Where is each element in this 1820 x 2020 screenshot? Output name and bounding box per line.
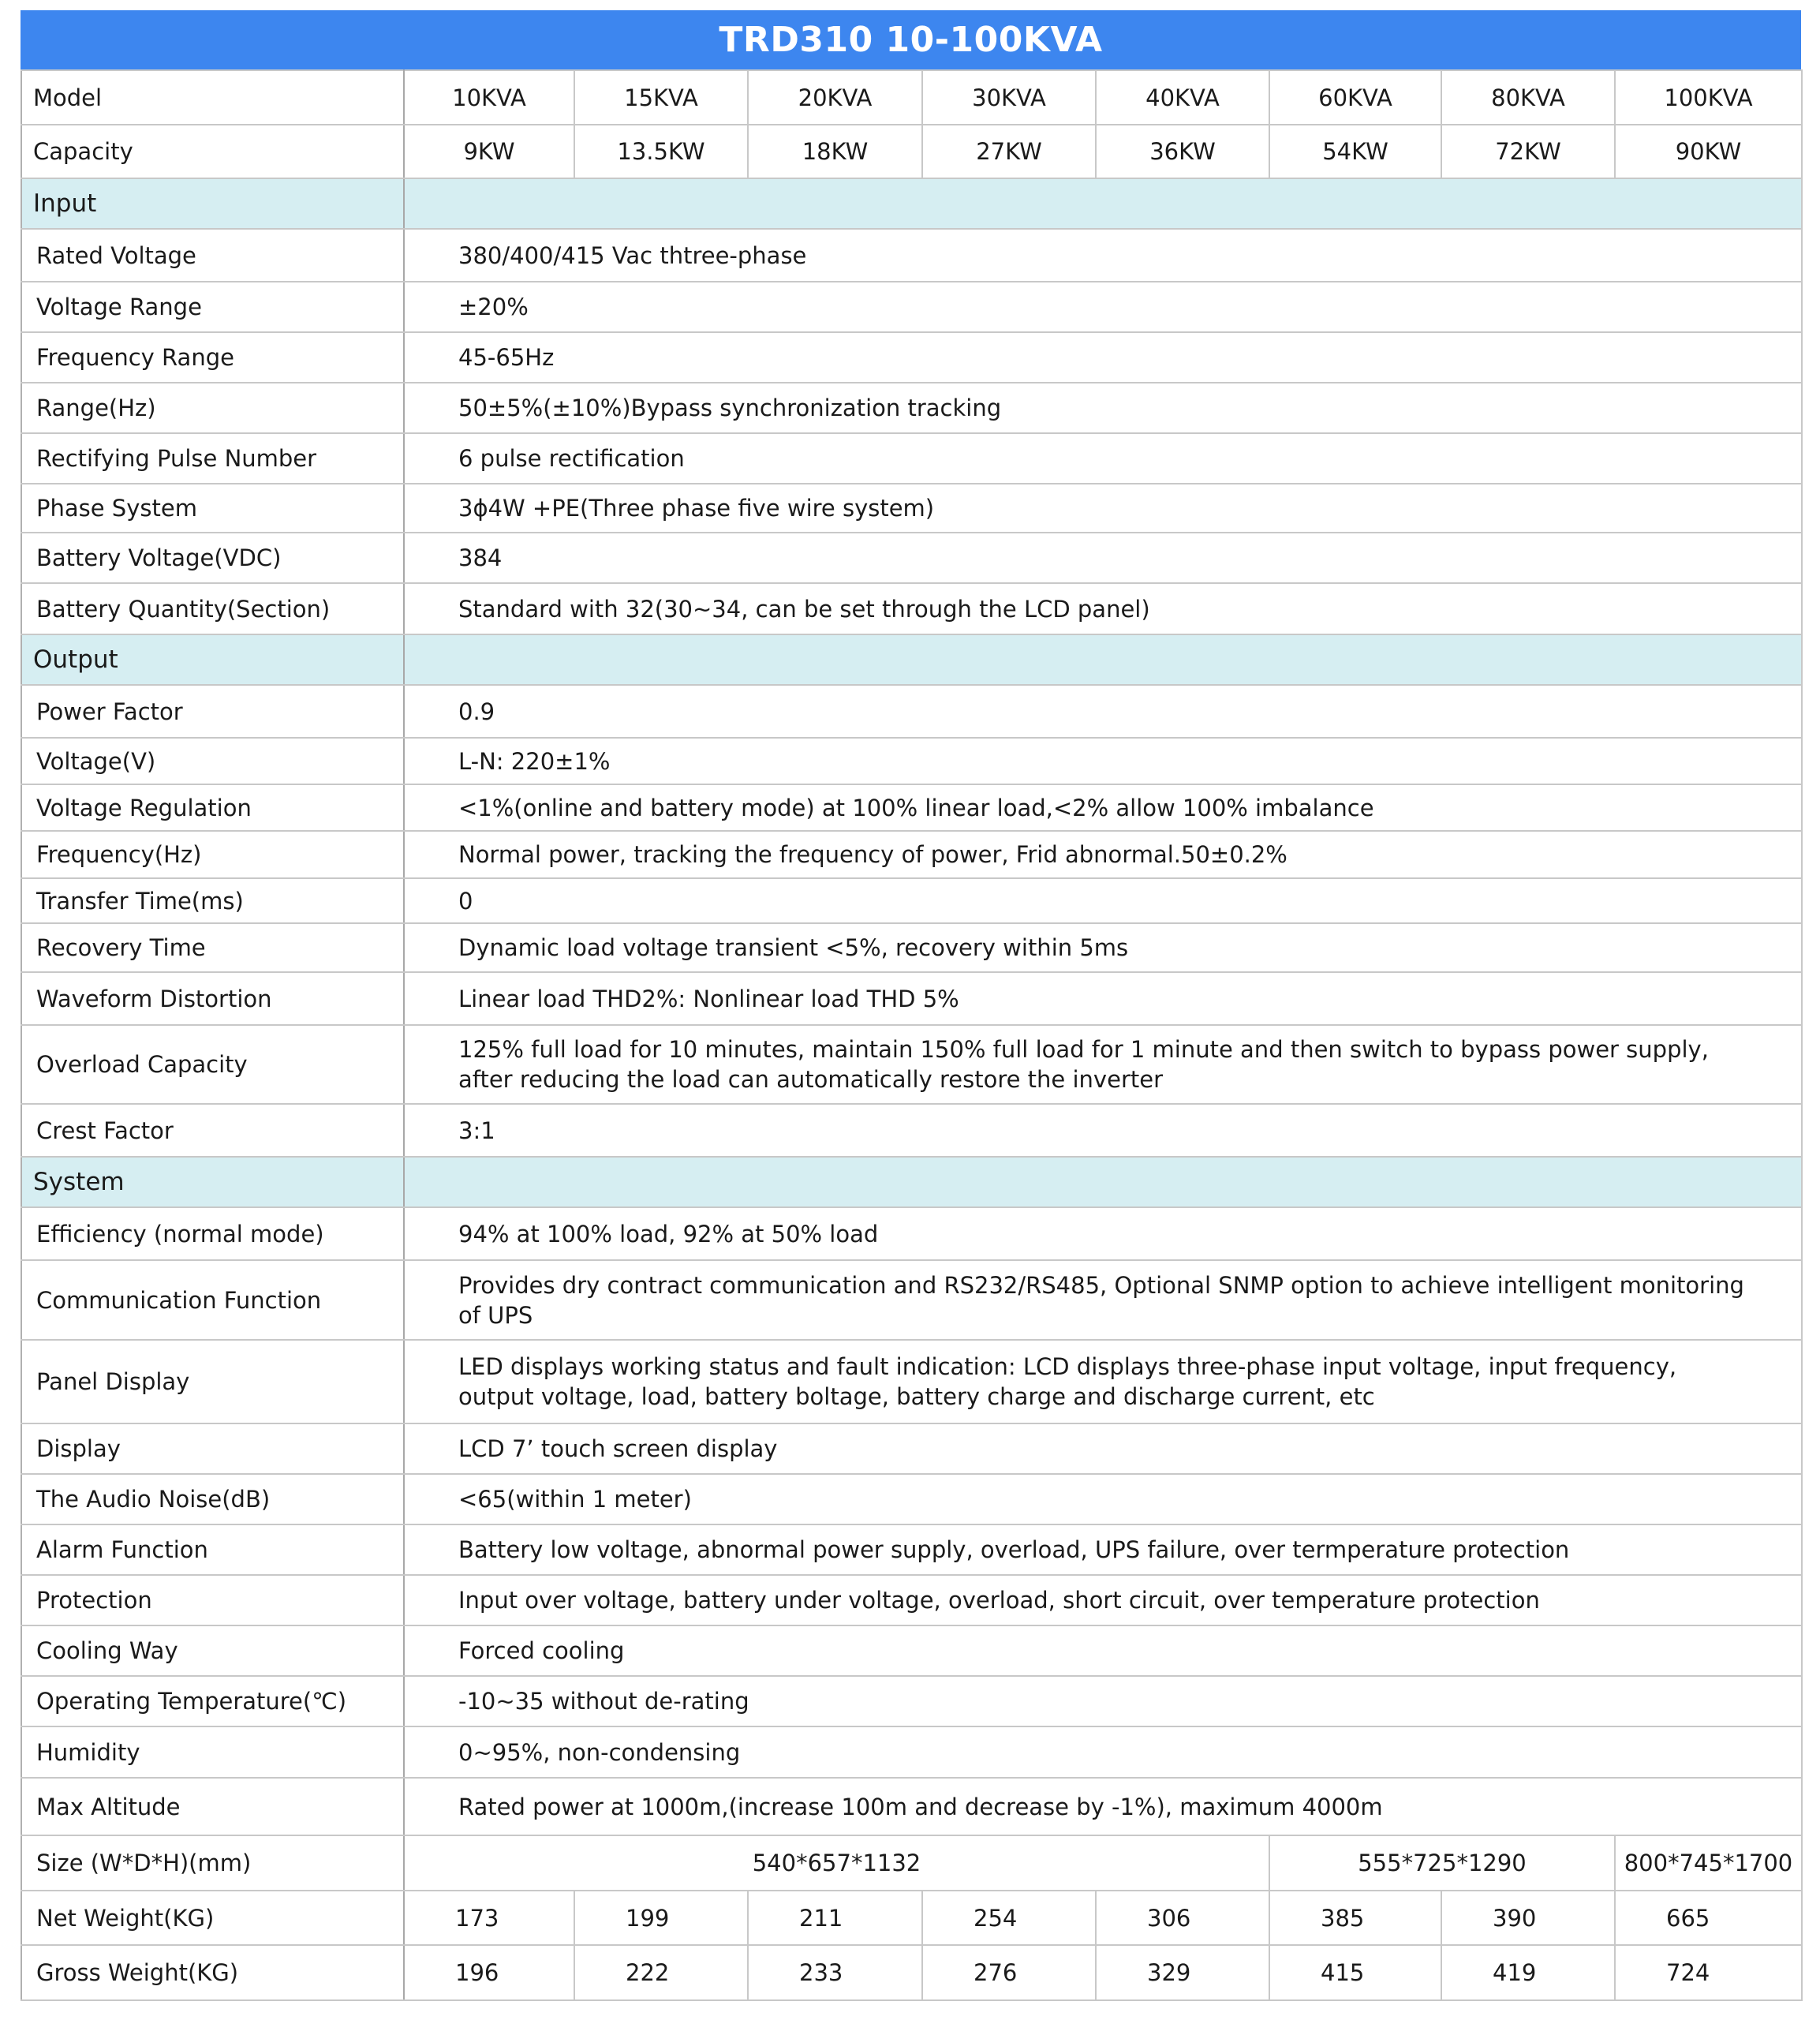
spec-label: Waveform Distortion bbox=[21, 972, 404, 1025]
spec-row bbox=[21, 282, 1802, 332]
spec-row bbox=[21, 1474, 1802, 1524]
spec-value: <1%(online and battery mode) at 100% linear load,<2% allow 100% imbalance bbox=[404, 784, 1802, 831]
spec-value-line: Provides dry contract communication and RS232/RS485, Optional SNMP option to achieve intelligent monitoring bbox=[458, 1271, 1744, 1299]
section-header-input bbox=[21, 178, 1802, 229]
spec-label: Battery Voltage(VDC) bbox=[21, 533, 404, 583]
spec-value: L-N: 220±1% bbox=[404, 738, 1802, 784]
spec-label: Panel Display bbox=[21, 1340, 404, 1423]
spec-row bbox=[21, 878, 1802, 923]
spec-label: Range(Hz) bbox=[21, 383, 404, 433]
size-cell: 800*745*1700 bbox=[1615, 1835, 1802, 1891]
weight-cell: 276 bbox=[922, 1945, 1096, 2000]
weight-cell: 173 bbox=[404, 1891, 574, 1945]
spec-value: 94% at 100% load, 92% at 50% load bbox=[404, 1207, 1802, 1260]
spec-row bbox=[21, 1575, 1802, 1625]
spec-row bbox=[21, 484, 1802, 533]
capacity-cell: 36KW bbox=[1096, 125, 1269, 178]
spec-value-line: after reducing the load can automatically restore the inverter bbox=[458, 1066, 1163, 1093]
spec-label: Rectifying Pulse Number bbox=[21, 433, 404, 484]
spec-value: Rated power at 1000m,(increase 100m and decrease by -1%), maximum 4000m bbox=[404, 1778, 1802, 1835]
spec-row bbox=[21, 433, 1802, 484]
spec-row bbox=[21, 383, 1802, 433]
spec-value-line: LED displays working status and fault indication: LCD displays three-phase input voltage, input frequency, bbox=[458, 1353, 1677, 1380]
weight-cell: 196 bbox=[404, 1945, 574, 2000]
spec-label: Battery Quantity(Section) bbox=[21, 583, 404, 634]
spec-value bbox=[404, 1025, 1802, 1104]
section-fill bbox=[404, 1157, 1802, 1207]
model-cell: 10KVA bbox=[404, 70, 574, 125]
spec-value: -10~35 without de-rating bbox=[404, 1676, 1802, 1726]
spec-label: Power Factor bbox=[21, 685, 404, 738]
capacity-cell: 90KW bbox=[1615, 125, 1802, 178]
weight-cell: 211 bbox=[748, 1891, 922, 1945]
size-cell: 555*725*1290 bbox=[1269, 1835, 1615, 1891]
spec-value: 6 pulse rectification bbox=[404, 433, 1802, 484]
spec-row bbox=[21, 1025, 1802, 1104]
weight-cell: 306 bbox=[1096, 1891, 1269, 1945]
weight-cell: 222 bbox=[574, 1945, 748, 2000]
spec-label: Efficiency (normal mode) bbox=[21, 1207, 404, 1260]
spec-value: Dynamic load voltage transient <5%, recovery within 5ms bbox=[404, 923, 1802, 972]
spec-value: 380/400/415 Vac thtree-phase bbox=[404, 229, 1802, 282]
size-row bbox=[21, 1835, 1802, 1891]
spec-value: ±20% bbox=[404, 282, 1802, 332]
spec-value: 0~95%, non-condensing bbox=[404, 1726, 1802, 1778]
spec-row bbox=[21, 831, 1802, 878]
spec-label: Size (W*D*H)(mm) bbox=[21, 1835, 404, 1891]
spec-row bbox=[21, 1524, 1802, 1575]
spec-value-line: of UPS bbox=[458, 1301, 533, 1329]
spec-value: Normal power, tracking the frequency of power, Frid abnormal.50±0.2% bbox=[404, 831, 1802, 878]
spec-value bbox=[404, 1340, 1802, 1423]
weight-cell: 390 bbox=[1441, 1891, 1615, 1945]
spec-row bbox=[21, 923, 1802, 972]
net-weight-row bbox=[21, 1891, 1802, 1945]
model-cell: 20KVA bbox=[748, 70, 922, 125]
weight-cell: 254 bbox=[922, 1891, 1096, 1945]
spec-label: Humidity bbox=[21, 1726, 404, 1778]
model-cell: 15KVA bbox=[574, 70, 748, 125]
spec-row bbox=[21, 1207, 1802, 1260]
weight-cell: 199 bbox=[574, 1891, 748, 1945]
spec-label: Recovery Time bbox=[21, 923, 404, 972]
spec-label: Phase System bbox=[21, 484, 404, 533]
weight-cell: 419 bbox=[1441, 1945, 1615, 2000]
weight-cell: 724 bbox=[1615, 1945, 1802, 2000]
spec-row bbox=[21, 685, 1802, 738]
capacity-cell: 27KW bbox=[922, 125, 1096, 178]
spec-row bbox=[21, 1676, 1802, 1726]
spec-value: Input over voltage, battery under voltage, overload, short circuit, over temperature protection bbox=[404, 1575, 1802, 1625]
model-label: Model bbox=[21, 70, 404, 125]
gross-weight-row bbox=[21, 1945, 1802, 2000]
section-header-output bbox=[21, 634, 1802, 685]
spec-label: Rated Voltage bbox=[21, 229, 404, 282]
spec-value: 384 bbox=[404, 533, 1802, 583]
weight-cell: 665 bbox=[1615, 1891, 1802, 1945]
spec-label: Overload Capacity bbox=[21, 1025, 404, 1104]
weight-cell: 415 bbox=[1269, 1945, 1441, 2000]
spec-value: LCD 7’ touch screen display bbox=[404, 1423, 1802, 1474]
spec-row bbox=[21, 1778, 1802, 1835]
weight-cell: 385 bbox=[1269, 1891, 1441, 1945]
section-fill bbox=[404, 178, 1802, 229]
model-cell: 60KVA bbox=[1269, 70, 1441, 125]
spec-value: 45-65Hz bbox=[404, 332, 1802, 383]
spec-value: 0.9 bbox=[404, 685, 1802, 738]
spec-label: Max Altitude bbox=[21, 1778, 404, 1835]
spec-label: Protection bbox=[21, 1575, 404, 1625]
spec-row bbox=[21, 738, 1802, 784]
spec-value: 0 bbox=[404, 878, 1802, 923]
spec-value: Linear load THD2%: Nonlinear load THD 5% bbox=[404, 972, 1802, 1025]
spec-row bbox=[21, 332, 1802, 383]
spec-label: Voltage(V) bbox=[21, 738, 404, 784]
table-title: TRD310 10-100KVA bbox=[21, 10, 1801, 69]
spec-value: 3ϕ4W +PE(Three phase five wire system) bbox=[404, 484, 1802, 533]
spec-label: The Audio Noise(dB) bbox=[21, 1474, 404, 1524]
spec-row bbox=[21, 1260, 1802, 1340]
weight-cell: 233 bbox=[748, 1945, 922, 2000]
capacity-cell: 54KW bbox=[1269, 125, 1441, 178]
spec-row bbox=[21, 784, 1802, 831]
spec-value: Battery low voltage, abnormal power supply, overload, UPS failure, over termperature protection bbox=[404, 1524, 1802, 1575]
model-cell: 40KVA bbox=[1096, 70, 1269, 125]
spec-value-line: 125% full load for 10 minutes, maintain 150% full load for 1 minute and then switch to bypass power supply, bbox=[458, 1036, 1709, 1063]
spec-label: Crest Factor bbox=[21, 1104, 404, 1157]
section-title: System bbox=[21, 1157, 404, 1207]
spec-table bbox=[21, 69, 1803, 2001]
spec-value: Standard with 32(30~34, can be set through the LCD panel) bbox=[404, 583, 1802, 634]
spec-label: Gross Weight(KG) bbox=[21, 1945, 404, 2000]
spec-row bbox=[21, 1340, 1802, 1423]
section-title: Input bbox=[21, 178, 404, 229]
spec-label: Voltage Regulation bbox=[21, 784, 404, 831]
spec-label: Frequency(Hz) bbox=[21, 831, 404, 878]
spec-value: Forced cooling bbox=[404, 1625, 1802, 1676]
model-cell: 80KVA bbox=[1441, 70, 1615, 125]
spec-label: Voltage Range bbox=[21, 282, 404, 332]
size-cell: 540*657*1132 bbox=[404, 1835, 1269, 1891]
spec-row bbox=[21, 1104, 1802, 1157]
section-title: Output bbox=[21, 634, 404, 685]
spec-value: 50±5%(±10%)Bypass synchronization tracking bbox=[404, 383, 1802, 433]
spec-label: Frequency Range bbox=[21, 332, 404, 383]
spec-value: <65(within 1 meter) bbox=[404, 1474, 1802, 1524]
model-cell: 30KVA bbox=[922, 70, 1096, 125]
spec-value-line: output voltage, load, battery boltage, battery charge and discharge current, etc bbox=[458, 1383, 1375, 1410]
spec-row bbox=[21, 1726, 1802, 1778]
capacity-row bbox=[21, 125, 1802, 178]
spec-label: Net Weight(KG) bbox=[21, 1891, 404, 1945]
spec-label: Display bbox=[21, 1423, 404, 1474]
section-header-system bbox=[21, 1157, 1802, 1207]
spec-row bbox=[21, 972, 1802, 1025]
weight-cell: 329 bbox=[1096, 1945, 1269, 2000]
spec-value bbox=[404, 1260, 1802, 1340]
spec-label: Operating Temperature(℃) bbox=[21, 1676, 404, 1726]
spec-row bbox=[21, 229, 1802, 282]
spec-value: 3:1 bbox=[404, 1104, 1802, 1157]
capacity-cell: 72KW bbox=[1441, 125, 1615, 178]
model-cell: 100KVA bbox=[1615, 70, 1802, 125]
capacity-cell: 18KW bbox=[748, 125, 922, 178]
capacity-cell: 9KW bbox=[404, 125, 574, 178]
model-row bbox=[21, 70, 1802, 125]
spec-row bbox=[21, 1423, 1802, 1474]
spec-row bbox=[21, 1625, 1802, 1676]
spec-label: Transfer Time(ms) bbox=[21, 878, 404, 923]
capacity-label: Capacity bbox=[21, 125, 404, 178]
capacity-cell: 13.5KW bbox=[574, 125, 748, 178]
spec-label: Communication Function bbox=[21, 1260, 404, 1340]
spec-row bbox=[21, 583, 1802, 634]
spec-row bbox=[21, 533, 1802, 583]
spec-label: Cooling Way bbox=[21, 1625, 404, 1676]
spec-label: Alarm Function bbox=[21, 1524, 404, 1575]
section-fill bbox=[404, 634, 1802, 685]
